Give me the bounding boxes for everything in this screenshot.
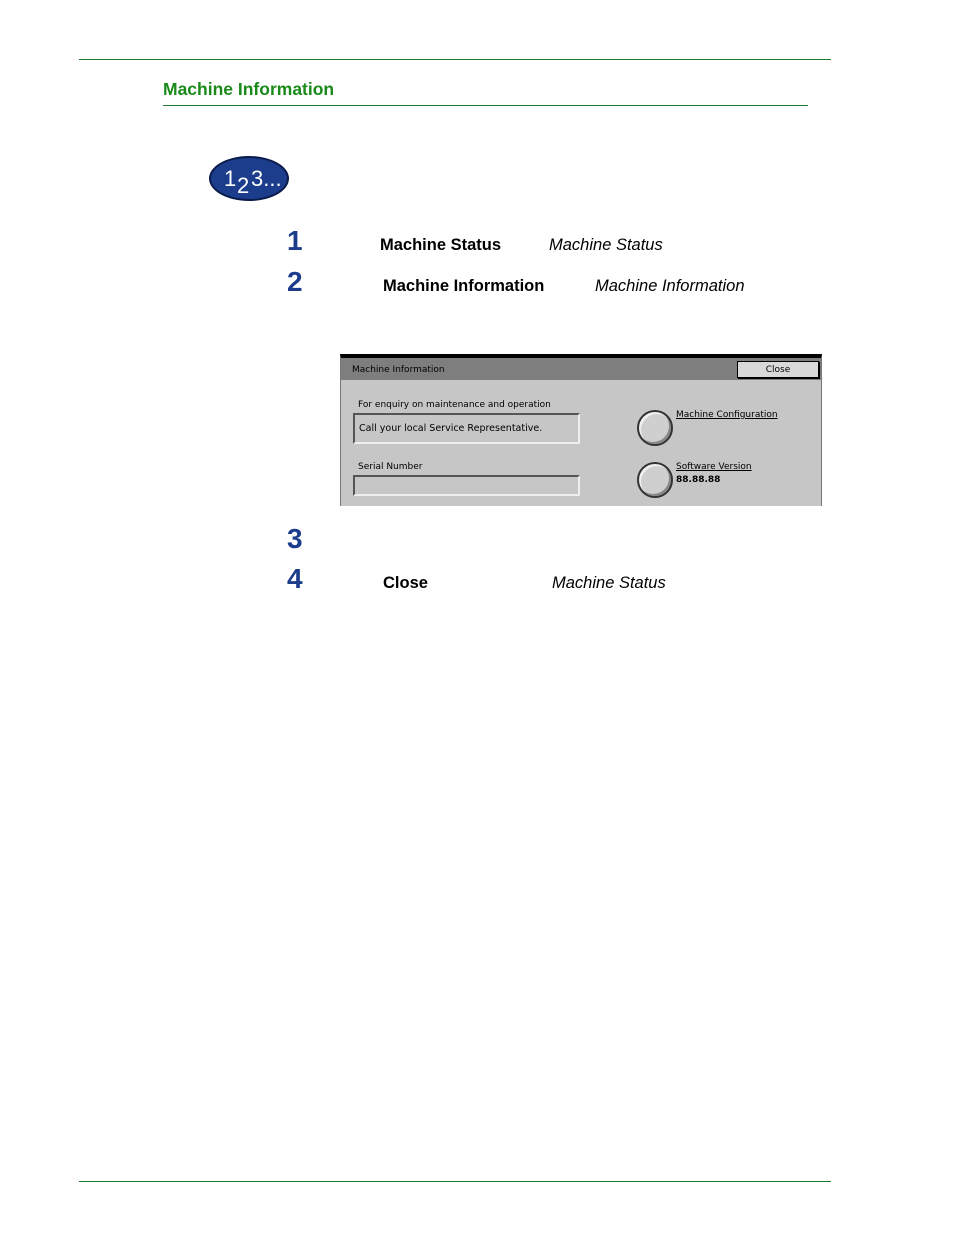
top-rule <box>79 59 831 60</box>
software-version-value: 88.88.88 <box>676 475 721 485</box>
step-4-bold: Close <box>383 574 428 592</box>
step-2-bold: Machine Information <box>383 277 545 295</box>
step-number-4: 4 <box>287 563 303 594</box>
machine-configuration-label[interactable]: Machine Configuration <box>676 410 778 420</box>
screen-title: Machine Information <box>352 365 445 375</box>
steps-icon <box>209 156 289 201</box>
enquiry-text: Call your local Service Representative. <box>359 423 543 434</box>
step-number-2: 2 <box>287 266 303 297</box>
step-1-italic: Machine Status <box>549 236 663 254</box>
software-version-button[interactable] <box>637 462 673 498</box>
badge-digit: 1 <box>224 166 237 191</box>
badge-digit: 2 <box>237 173 250 198</box>
close-button[interactable]: Close <box>737 361 819 378</box>
section-rule <box>163 105 808 106</box>
machine-configuration-button[interactable] <box>637 410 673 446</box>
software-version-label[interactable]: Software Version <box>676 462 752 472</box>
bottom-rule <box>79 1181 831 1182</box>
serial-number-field <box>353 475 580 496</box>
step-number-1: 1 <box>287 225 303 256</box>
step-2-italic: Machine Information <box>595 277 745 295</box>
machine-information-screen <box>340 354 822 506</box>
serial-number-label: Serial Number <box>358 462 423 472</box>
step-4-italic: Machine Status <box>552 574 666 592</box>
badge-digit: 3... <box>251 166 282 191</box>
enquiry-label: For enquiry on maintenance and operation <box>358 400 551 410</box>
screen-titlebar <box>341 358 821 380</box>
step-number-3: 3 <box>287 523 303 554</box>
step-1-bold: Machine Status <box>380 236 502 254</box>
section-title: Machine Information <box>163 79 335 99</box>
enquiry-field <box>353 413 580 444</box>
